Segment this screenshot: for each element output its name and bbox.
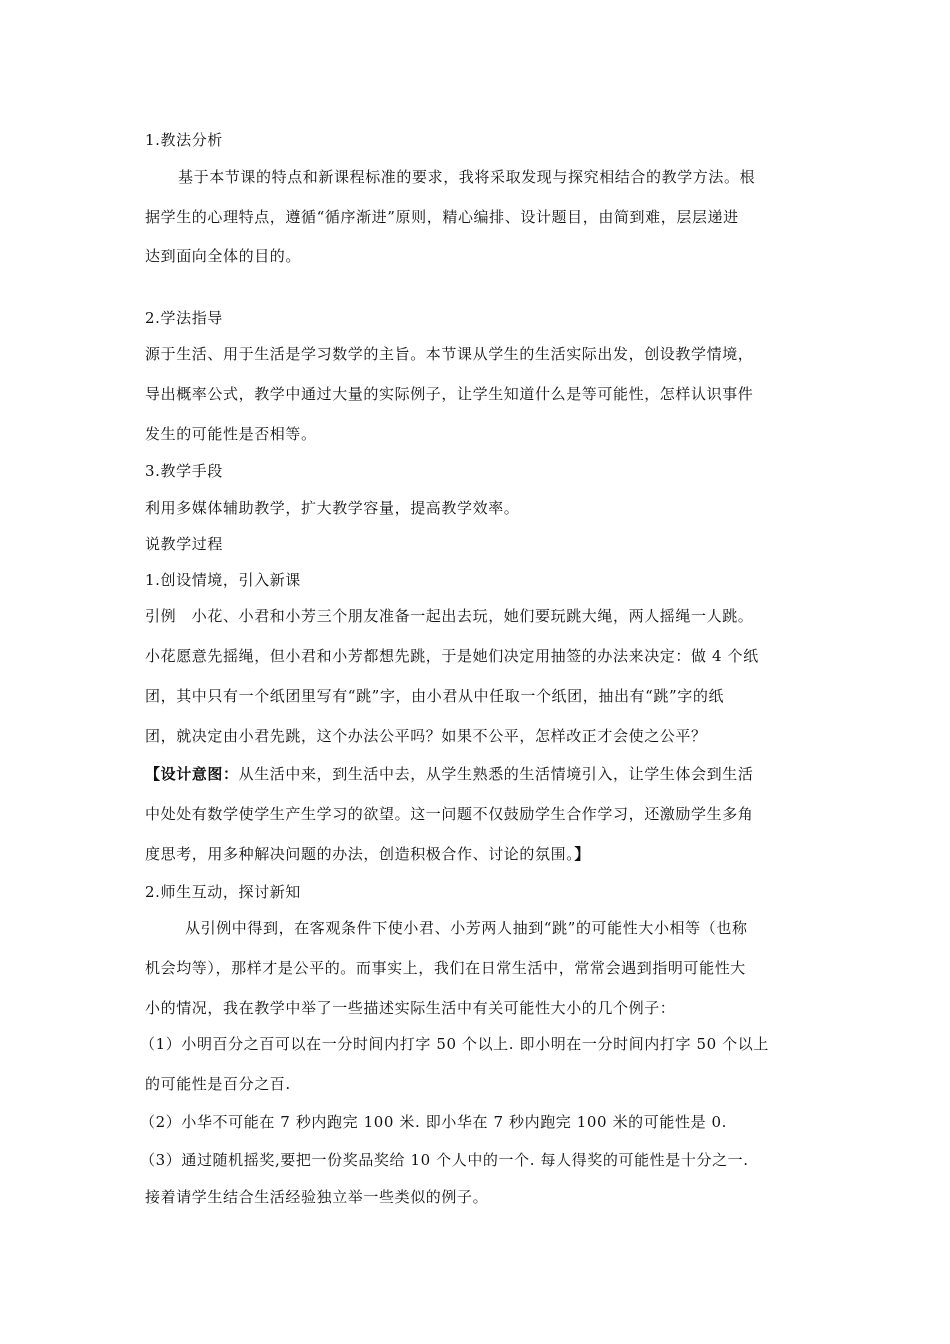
heading-learning-guidance: 2.学法指导 [145, 309, 223, 327]
paragraph-line: 小花愿意先摇绳，但小君和小芳都想先跳，于是她们决定用抽签的办法来决定：做 4 个纸 [145, 647, 759, 665]
paragraph-line: 机会均等），那样才是公平的。而事实上，我们在日常生活中，常常会遇到指明可能性大 [145, 959, 746, 977]
paragraph-line: 小的情况，我在教学中举了一些描述实际生活中有关可能性大小的几个例子： [145, 999, 676, 1017]
design-intent-label: 【设计意图： [145, 765, 239, 783]
design-intent-line [145, 763, 753, 784]
paragraph-line: 中处处有数学使学生产生学习的欲望。这一问题不仅鼓励学生合作学习，还激励学生多角 [145, 805, 754, 823]
paragraph-line: 团，其中只有一个纸团里写有“跳”字，由小君从中任取一个纸团，抽出有“跳”字的纸 [145, 687, 725, 705]
paragraph-line: 接着请学生结合生活经验独立举一些类似的例子。 [145, 1188, 489, 1206]
example-item: （1）小明百分之百可以在一分时间内打字 50 个以上. 即小明在一分时间内打字 50 个以上 [140, 1035, 769, 1053]
paragraph-line: 从引例中得到，在客观条件下使小君、小芳两人抽到“跳”的可能性大小相等（也称 [185, 919, 748, 937]
paragraph-line: 源于生活、用于生活是学习数学的主旨。本节课从学生的生活实际出发，创设教学情境， [145, 345, 754, 363]
heading-teaching-process: 说教学过程 [145, 535, 224, 553]
paragraph-line: 基于本节课的特点和新课程标准的要求，我将采取发现与探究相结合的教学方法。根 [178, 168, 756, 186]
paragraph-line: 达到面向全体的目的。 [145, 247, 302, 265]
example-item: （2）小华不可能在 7 秒内跑完 100 米. 即小华在 7 秒内跑完 100 米的可能性是 0. [140, 1113, 728, 1131]
design-intent-close-bracket: 】 [574, 845, 590, 863]
paragraph-line: 引例 小花、小君和小芳三个朋友准备一起出去玩，她们要玩跳大绳，两人摇绳一人跳。 [145, 607, 754, 625]
paragraph-line: 发生的可能性是否相等。 [145, 425, 317, 443]
paragraph-line: 据学生的心理特点，遵循“循序渐进”原则，精心编排、设计题目，由简到难，层层递进 [145, 208, 739, 226]
paragraph-line: 团，就决定由小君先跳，这个办法公平吗？如果不公平，怎样改正才会使之公平？ [145, 727, 707, 745]
heading-interaction: 2.师生互动，探讨新知 [145, 883, 301, 901]
design-intent-text: 度思考，用多种解决问题的办法，创造积极合作、讨论的氛围。 [145, 845, 575, 863]
design-intent-end-line [145, 843, 590, 864]
paragraph-line: 的可能性是百分之百. [145, 1075, 291, 1093]
design-intent-text: 从生活中来，到生活中去，从学生熟悉的生活情境引入，让学生体会到生活 [238, 765, 754, 783]
example-item: （3）通过随机摇奖,要把一份奖品奖给 10 个人中的一个. 每人得奖的可能性是十分之一. [140, 1151, 749, 1169]
paragraph-line: 利用多媒体辅助教学，扩大教学容量，提高教学效率。 [145, 499, 520, 517]
heading-teaching-means: 3.教学手段 [145, 462, 223, 480]
heading-create-situation: 1.创设情境，引入新课 [145, 571, 301, 589]
heading-teaching-method: 1.教法分析 [145, 131, 223, 149]
paragraph-line: 导出概率公式，教学中通过大量的实际例子，让学生知道什么是等可能性，怎样认识事件 [145, 385, 754, 403]
